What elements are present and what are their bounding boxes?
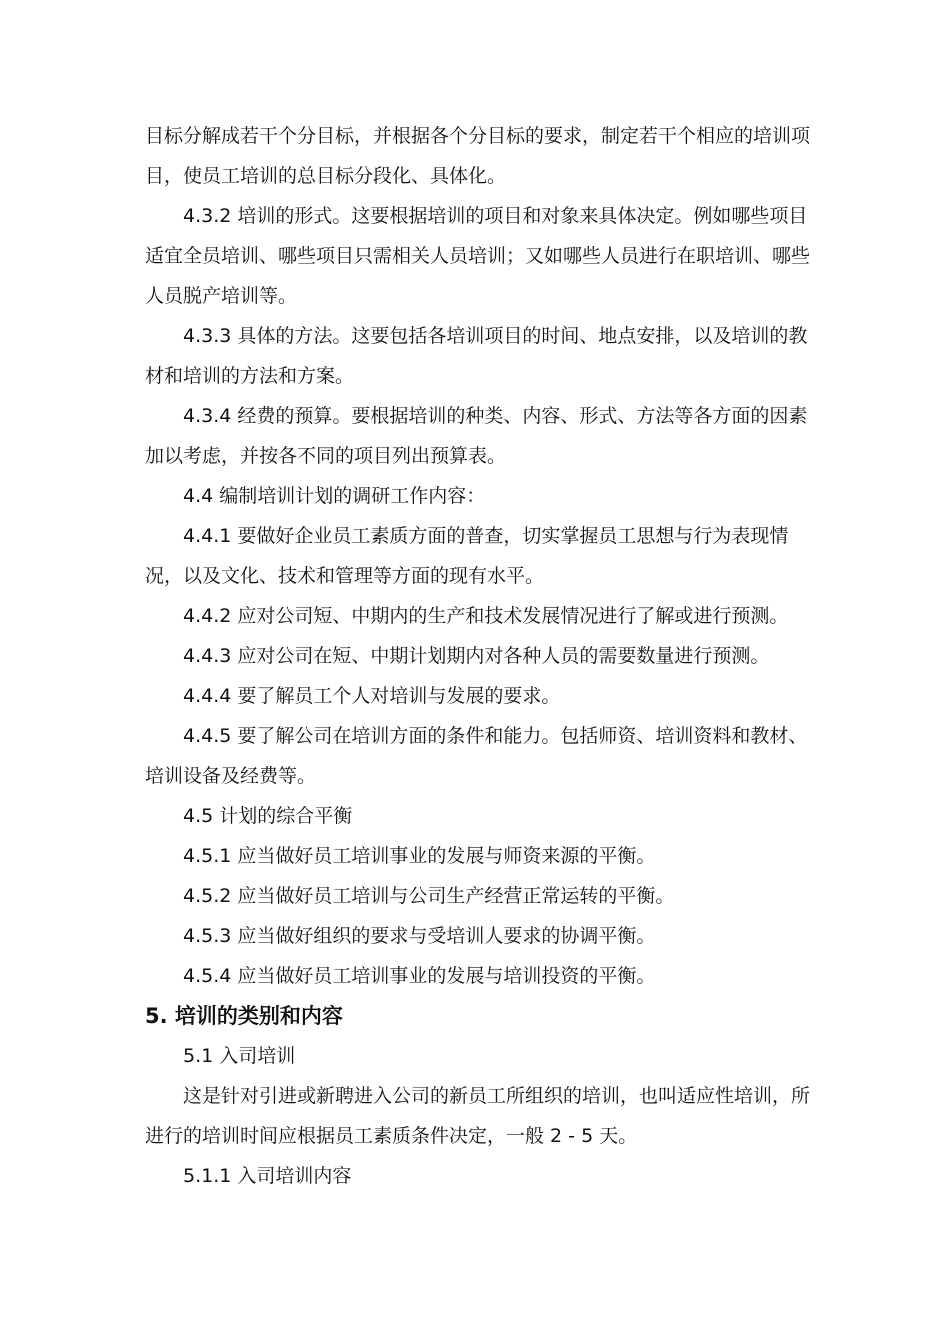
paragraph-4-3-4: 4.3.4 经费的预算。要根据培训的种类、内容、形式、方法等各方面的因素加以考虑，并按各不同的项目列出预算表。: [145, 405, 808, 467]
paragraph-4-4-5: 4.4.5 要了解公司在培训方面的条件和能力。包括师资、培训资料和教材、培训设备及经费等。: [145, 725, 808, 787]
paragraph-4-3-3: 4.3.3 具体的方法。这要包括各培训项目的时间、地点安排，以及培训的教材和培训的方法和方案。: [145, 325, 808, 387]
paragraph-4-4-1: 4.4.1 要做好企业员工素质方面的普查，切实掌握员工思想与行为表现情况，以及文化、技术和管理等方面的现有水平。: [145, 525, 789, 587]
paragraph-5-1: 5.1 入司培训: [183, 1045, 296, 1067]
section-heading-5: 5. 培训的类别和内容: [145, 1004, 343, 1028]
paragraph-5-1-1: 5.1.1 入司培训内容: [183, 1165, 352, 1187]
paragraph-4-5-2: 4.5.2 应当做好员工培训与公司生产经营正常运转的平衡。: [183, 885, 675, 907]
paragraph-4-5-1: 4.5.1 应当做好员工培训事业的发展与师资来源的平衡。: [183, 845, 656, 867]
paragraph-5-1-description: 这是针对引进或新聘进入公司的新员工所组织的培训，也叫适应性培训，所进行的培训时间应根据员工素质条件决定，一般 2 - 5 天。: [145, 1085, 811, 1147]
paragraph-4-4-2: 4.4.2 应对公司短、中期内的生产和技术发展情况进行了解或进行预测。: [183, 605, 789, 627]
document-body: [145, 116, 815, 1196]
paragraph-4-3-2: 4.3.2 培训的形式。这要根据培训的项目和对象来具体决定。例如哪些项目适宜全员培训、哪些项目只需相关人员培训；又如哪些人员进行在职培训、哪些人员脱产培训等。: [145, 205, 811, 307]
paragraph-4-5-3: 4.5.3 应当做好组织的要求与受培训人要求的协调平衡。: [183, 925, 656, 947]
paragraph-4-4-4: 4.4.4 要了解员工个人对培训与发展的要求。: [183, 685, 561, 707]
paragraph-4-4: 4.4 编制培训计划的调研工作内容：: [183, 485, 486, 507]
paragraph-continuation: 目标分解成若干个分目标，并根据各个分目标的要求，制定若干个相应的培训项目，使员工培训的总目标分段化、具体化。: [145, 125, 811, 187]
paragraph-4-4-3: 4.4.3 应对公司在短、中期计划期内对各种人员的需要数量进行预测。: [183, 645, 770, 667]
paragraph-4-5: 4.5 计划的综合平衡: [183, 805, 353, 827]
paragraph-4-5-4: 4.5.4 应当做好员工培训事业的发展与培训投资的平衡。: [183, 965, 656, 987]
